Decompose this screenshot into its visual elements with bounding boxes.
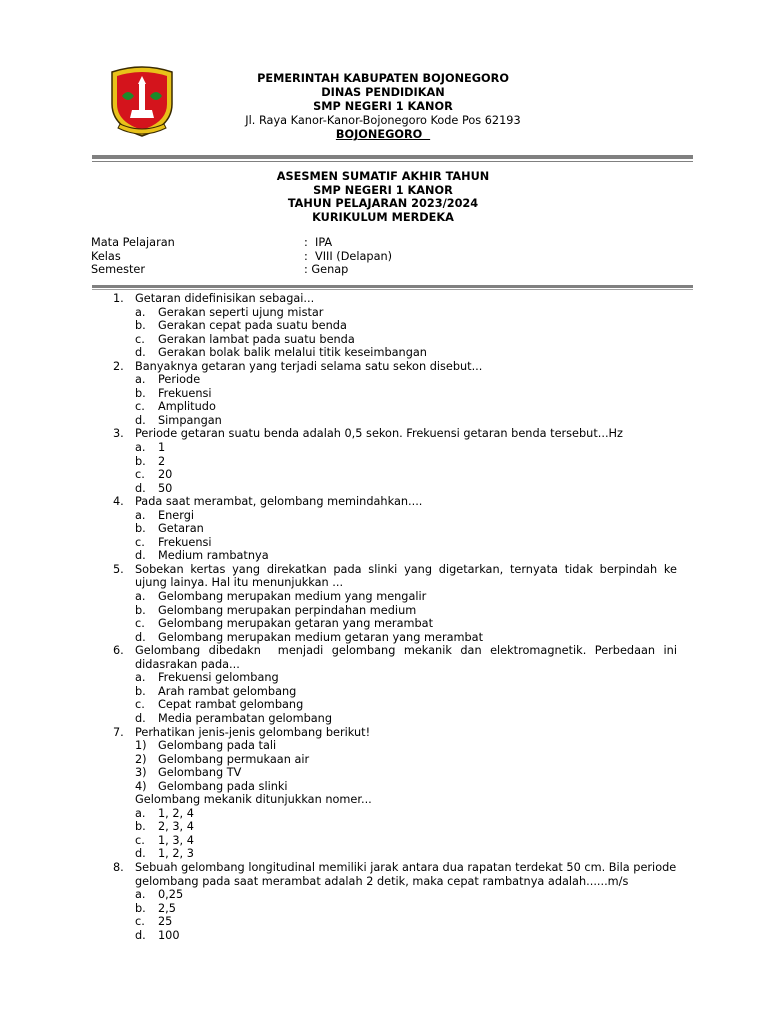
item-text: Gelombang permukaan air xyxy=(158,752,310,766)
question-number: 4. xyxy=(113,495,124,509)
option-letter: c. xyxy=(135,833,145,847)
option xyxy=(0,333,768,347)
option xyxy=(0,617,768,631)
list-item xyxy=(0,739,768,753)
option xyxy=(0,306,768,320)
government-name: PEMERINTAH KABUPATEN BOJONEGORO xyxy=(257,72,509,85)
item-text: Gelombang pada slinki xyxy=(158,779,288,793)
option-text: Medium rambatnya xyxy=(158,549,269,563)
option-text: Gelombang merupakan getaran yang merambat xyxy=(158,617,434,631)
letterhead xyxy=(200,72,566,142)
department-name: DINAS PENDIDIKAN xyxy=(321,86,445,99)
question-8 xyxy=(0,861,677,888)
info-key: Kelas xyxy=(91,249,121,263)
item-number: 1) xyxy=(135,739,147,753)
item-number: 3) xyxy=(135,766,147,780)
option-text: Simpangan xyxy=(158,413,222,427)
question-text: Sobekan kertas yang direkatkan pada slinki yang digetarkan, ternyata tidak berpindah ke ujung lainya. Hal itu menunjukkan ... xyxy=(135,562,677,590)
option xyxy=(0,929,768,943)
option-letter: a. xyxy=(135,373,146,387)
option-text: Frekuensi xyxy=(158,386,212,400)
list-item xyxy=(0,766,768,780)
option-text: Frekuensi xyxy=(158,535,212,549)
option-letter: d. xyxy=(135,711,146,725)
option xyxy=(0,373,768,387)
question-number: 5. xyxy=(113,562,124,576)
info-value: : VIII (Delapan) xyxy=(304,249,393,263)
option-text: 0,25 xyxy=(158,888,184,902)
exam-info xyxy=(91,236,392,277)
question-3 xyxy=(0,427,677,441)
option xyxy=(0,847,768,861)
option-text: Energi xyxy=(158,508,195,522)
option-letter: b. xyxy=(135,454,146,468)
question-text: Gelombang dibedakn menjadi gelombang mekanik dan elektromagnetik. Perbedaan ini didasrakan pada... xyxy=(135,644,681,671)
item-text: Gelombang pada tali xyxy=(158,739,277,753)
question-text: Pada saat merambat, gelombang memindahkan.... xyxy=(135,495,423,509)
option xyxy=(0,604,768,618)
option-text: 20 xyxy=(158,468,173,482)
option-text: Media perambatan gelombang xyxy=(158,711,333,725)
option xyxy=(0,509,768,523)
header-divider-thin xyxy=(92,161,693,162)
question-text: Getaran didefinisikan sebagai... xyxy=(135,292,315,305)
info-row-class xyxy=(91,250,392,264)
question-number: 2. xyxy=(113,359,124,373)
option-text: 50 xyxy=(158,481,173,495)
question-number: 6. xyxy=(113,644,124,658)
option-letter: d. xyxy=(135,413,146,427)
option xyxy=(0,685,768,699)
option-letter: a. xyxy=(135,671,146,685)
question-2 xyxy=(0,360,677,374)
option-text: Amplitudo xyxy=(158,400,216,414)
option xyxy=(0,400,768,414)
option xyxy=(0,536,768,550)
exam-title xyxy=(200,170,566,224)
option-letter: d. xyxy=(135,346,146,360)
question-1 xyxy=(0,292,677,306)
item-number: 2) xyxy=(135,752,147,766)
option-letter: d. xyxy=(135,481,146,495)
option-letter: a. xyxy=(135,305,146,319)
option-letter: c. xyxy=(135,698,145,712)
option xyxy=(0,522,768,536)
question-number: 1. xyxy=(113,292,124,305)
school-name: SMP NEGERI 1 KANOR xyxy=(313,100,453,113)
option xyxy=(0,455,768,469)
option-letter: d. xyxy=(135,928,146,942)
option-letter: a. xyxy=(135,888,146,902)
option xyxy=(0,712,768,726)
question-6 xyxy=(0,644,681,671)
bojonegoro-emblem-logo xyxy=(108,66,176,140)
option-text: Gerakan bolak balik melalui titik keseimbangan xyxy=(158,346,427,360)
option-text: Frekuensi gelombang xyxy=(158,671,279,685)
option xyxy=(0,414,768,428)
option xyxy=(0,468,768,482)
option xyxy=(0,319,768,333)
option-letter: c. xyxy=(135,535,145,549)
option-letter: a. xyxy=(135,806,146,820)
option xyxy=(0,915,768,929)
option xyxy=(0,671,768,685)
info-value: : Genap xyxy=(304,263,349,277)
option xyxy=(0,387,768,401)
list-item xyxy=(0,780,768,794)
option-letter: d. xyxy=(135,847,146,861)
option-text: 2 xyxy=(158,454,166,468)
option-text: Cepat rambat gelombang xyxy=(158,698,304,712)
option-text: Arah rambat gelombang xyxy=(158,684,297,698)
question-4 xyxy=(0,495,677,509)
option xyxy=(0,590,768,604)
option-letter: a. xyxy=(135,508,146,522)
option xyxy=(0,549,768,563)
option xyxy=(0,820,768,834)
option-letter: c. xyxy=(135,617,145,631)
option-letter: b. xyxy=(135,901,146,915)
exam-title-line-3: TAHUN PELAJARAN 2023/2024 xyxy=(287,197,479,211)
question-number: 3. xyxy=(113,427,124,441)
option-text: 1, 2, 3 xyxy=(158,847,194,861)
info-key: Semester xyxy=(91,263,145,277)
option-text: 1 xyxy=(158,441,166,455)
question-7 xyxy=(0,726,677,740)
exam-title-line-2: SMP NEGERI 1 KANOR xyxy=(313,183,453,197)
question-list xyxy=(0,292,768,942)
item-text: Gelombang TV xyxy=(158,766,242,780)
option xyxy=(0,482,768,496)
question-text: Sebuah gelombang longitudinal memiliki jarak antara dua rapatan terdekat 50 cm. Bila periode gelombang pada saat merambat adalah 2 detik, maka cepat rambatnya adalah......m/s xyxy=(135,860,677,888)
option-letter: b. xyxy=(135,522,146,536)
question-number: 7. xyxy=(113,725,124,739)
city-name: BOJONEGORO xyxy=(335,128,431,141)
info-divider-thin xyxy=(92,289,693,290)
option xyxy=(0,441,768,455)
question-text: Perhatikan jenis-jenis gelombang berikut! xyxy=(135,725,371,739)
option-text: 2,5 xyxy=(158,901,176,915)
option-text: Gelombang merupakan medium yang mengalir xyxy=(158,590,427,604)
option-letter: a. xyxy=(135,590,146,604)
option-letter: b. xyxy=(135,386,146,400)
option-text: Gerakan cepat pada suatu benda xyxy=(158,319,347,333)
option-letter: b. xyxy=(135,684,146,698)
option-letter: b. xyxy=(135,603,146,617)
header-divider xyxy=(92,155,693,159)
option-text: 1, 2, 4 xyxy=(158,806,194,820)
info-value: : IPA xyxy=(304,236,333,249)
option-text: Gelombang merupakan medium getaran yang merambat xyxy=(158,630,484,644)
option-letter: c. xyxy=(135,332,145,346)
item-number: 4) xyxy=(135,779,147,793)
info-row-subject xyxy=(91,236,392,250)
option-text: Gerakan lambat pada suatu benda xyxy=(158,332,355,346)
option xyxy=(0,888,768,902)
question-5 xyxy=(0,563,677,590)
option-letter: b. xyxy=(135,820,146,834)
option-text: 2, 3, 4 xyxy=(158,820,194,834)
option-letter: d. xyxy=(135,630,146,644)
option-text: 100 xyxy=(158,928,180,942)
option xyxy=(0,698,768,712)
option-text: Getaran xyxy=(158,522,204,536)
option-text: Gerakan seperti ujung mistar xyxy=(158,305,324,319)
question-text: Banyaknya getaran yang terjadi selama satu sekon disebut... xyxy=(135,359,483,373)
option-text: Periode xyxy=(158,373,201,387)
info-row-semester xyxy=(91,263,392,277)
option-letter: c. xyxy=(135,915,145,929)
info-divider xyxy=(92,285,693,288)
question-prompt: Gelombang mekanik ditunjukkan nomer... xyxy=(135,793,372,807)
option-text: Gelombang merupakan perpindahan medium xyxy=(158,603,417,617)
option xyxy=(0,346,768,360)
info-key: Mata Pelajaran xyxy=(91,236,175,249)
option-text: 1, 3, 4 xyxy=(158,833,194,847)
question-text: Periode getaran suatu benda adalah 0,5 sekon. Frekuensi getaran benda tersebut...Hz xyxy=(135,427,623,441)
exam-title-line-4: KURIKULUM MERDEKA xyxy=(312,210,454,224)
option-letter: a. xyxy=(135,441,146,455)
school-address: Jl. Raya Kanor-Kanor-Bojonegoro Kode Pos 62193 xyxy=(245,114,521,127)
option xyxy=(0,902,768,916)
option-text: 25 xyxy=(158,915,173,929)
option-letter: b. xyxy=(135,319,146,333)
option-letter: c. xyxy=(135,468,145,482)
exam-title-line-1: ASESMEN SUMATIF AKHIR TAHUN xyxy=(276,170,490,183)
option xyxy=(0,807,768,821)
option xyxy=(0,631,768,645)
list-item xyxy=(0,753,768,767)
option xyxy=(0,834,768,848)
option-letter: c. xyxy=(135,400,145,414)
option-letter: d. xyxy=(135,549,146,563)
question-number: 8. xyxy=(113,860,124,874)
